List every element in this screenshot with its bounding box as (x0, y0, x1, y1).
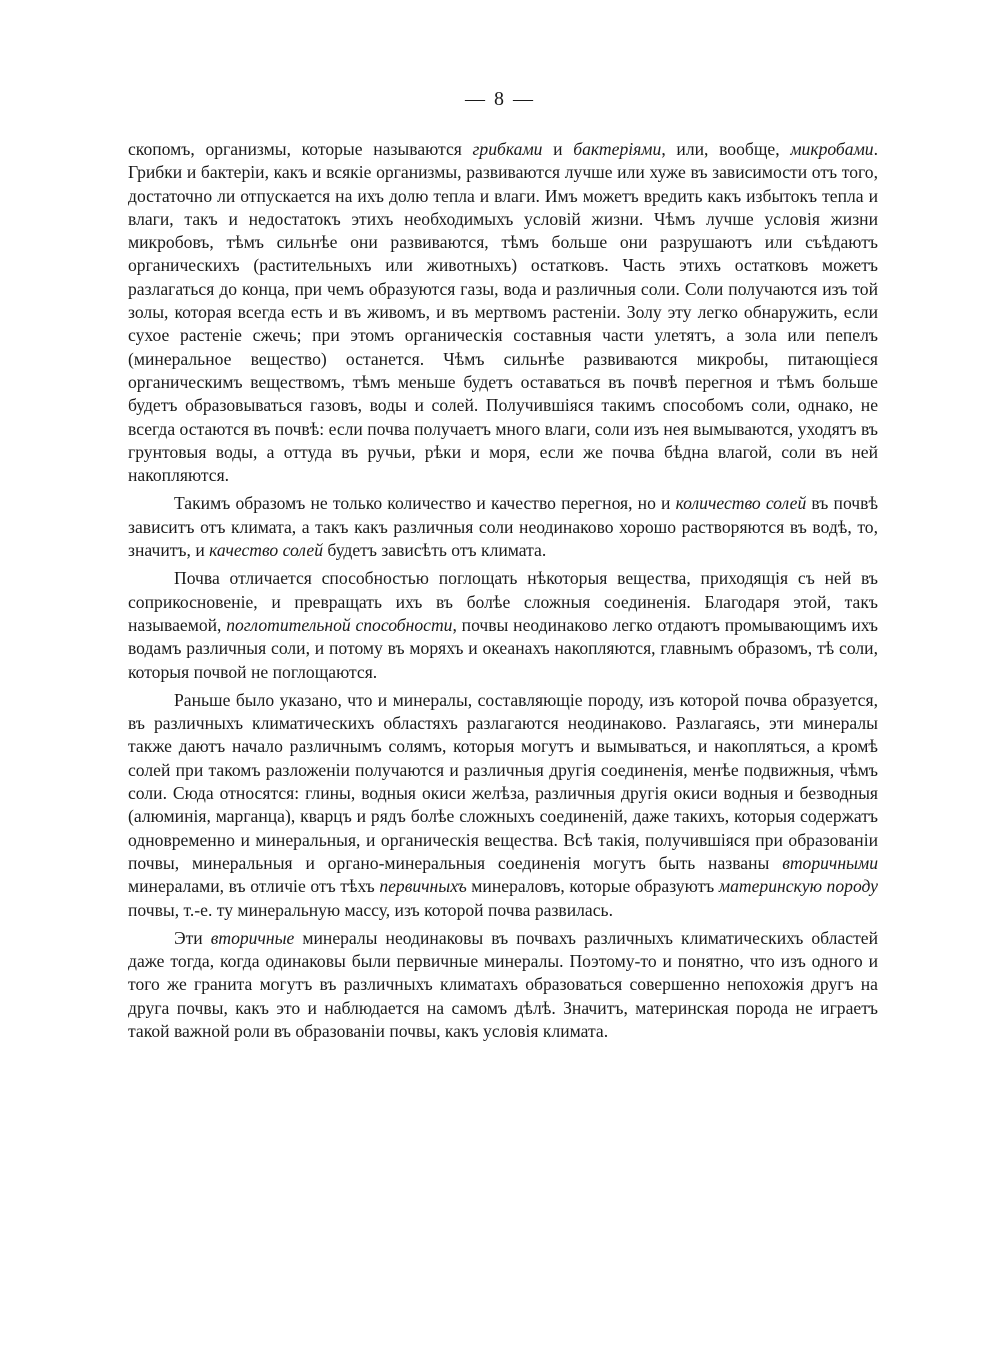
page-number: — 8 — (465, 88, 535, 110)
paragraph-5: Эти вторичные минералы неодинаковы въ почвахъ различныхъ климатическихъ областей даже тогда, когда одинаковы были первичные минералы. Поэтому-то и понятно, что изъ одного и того же гранита могутъ въ различныхъ климатахъ образоваться совершенно непохожія другъ на друга почвы, какъ это и наблюдается на самомъ дѣлѣ. Значитъ, материнская порода не играетъ такой важной роли въ образованіи почвы, какъ условія климата. (128, 927, 878, 1041)
page-body (128, 138, 878, 1043)
paragraph-1: скопомъ, организмы, которые называются грибками и бактеріями, или, вообще, микробами. Грибки и бактеріи, какъ и всякіе организмы, развиваются лучше или хуже въ зависимости отъ того, достаточно ли отпускается на ихъ долю тепла и влаги. Имъ можетъ вредить какъ избытокъ тепла и влаги, такъ и недостатокъ этихъ необходимыхъ условій жизни. Чѣмъ лучше условія жизни микробовъ, тѣмъ сильнѣе они развиваются, тѣмъ больше они разрушаютъ или съѣдаютъ органическихъ (растительныхъ или животныхъ) остатковъ. Часть этихъ остатковъ можетъ разлагаться до конца, при чемъ образуются газы, вода и различныя соли. Соли получаются изъ той золы, которая всегда есть и въ живомъ, и въ мертвомъ растеніи. Золу эту легко обнаружить, если сухое растеніе сжечь; при этомъ органическія составныя части улетятъ, а зола или пепелъ (минеральное вещество) останется. Чѣмъ сильнѣе развиваются микробы, питающіеся органическимъ веществомъ, тѣмъ меньше будетъ оставаться въ почвѣ перегноя и тѣмъ больше будетъ образовываться газовъ, воды и солей. Получившіяся такимъ способомъ соли, однако, не всегда остаются въ почвѣ: если почва получаетъ много влаги, соли изъ нея вымываются, уходятъ въ грунтовыя воды, а оттуда въ ручьи, рѣки и моря, если же почва бѣдна влагой, соли въ ней накопляются. (128, 139, 879, 486)
paragraph-3: Почва отличается способностью поглощать нѣкоторыя вещества, приходящія съ ней въ соприкосновеніе, и превращать ихъ въ болѣе сложныя соединенія. Благодаря этой, такъ называемой, поглотительной способности, почвы неодинаково легко отдаютъ промывающимъ ихъ водамъ различныя соли, и потому въ моряхъ и океанахъ накопляются, главнымъ образомъ, тѣ соли, которыя почвой не поглощаются. (128, 568, 878, 682)
paragraph-2: Такимъ образомъ не только количество и качество перегноя, но и количество солей въ почвѣ зависитъ отъ климата, а такъ какъ различныя соли неодинаково хорошо растворяются въ водѣ, то, значитъ, и качество солей будетъ зависѣть отъ климата. (128, 493, 878, 561)
paragraph-4: Раньше было указано, что и минералы, составляющіе породу, изъ которой почва образуется, въ различныхъ климатическихъ областяхъ разлагаются неодинаково. Разлагаясь, эти минералы также даютъ начало различнымъ солямъ, которыя могутъ и вымываться, и накопляться, а кромѣ солей при такомъ разложеніи получаются и различныя другія соединенія, менѣе подвижныя, чѣмъ соли. Сюда относятся: глины, водныя окиси желѣза, различныя другія окиси водныя и безводныя (алюминія, марганца), кварцъ и рядъ болѣе сложныхъ соединеній, даже такихъ, которыя содержатъ одновременно и минеральныя, и органическія вещества. Всѣ такія, получившіяся при образованіи почвы, минеральныя и органо-минеральныя соединенія могутъ быть названы вторичными минералами, въ отличіе отъ тѣхъ первичныхъ минераловъ, которые образуютъ материнскую породу почвы, т.-е. ту минеральную массу, изъ которой почва развилась. (128, 689, 878, 920)
